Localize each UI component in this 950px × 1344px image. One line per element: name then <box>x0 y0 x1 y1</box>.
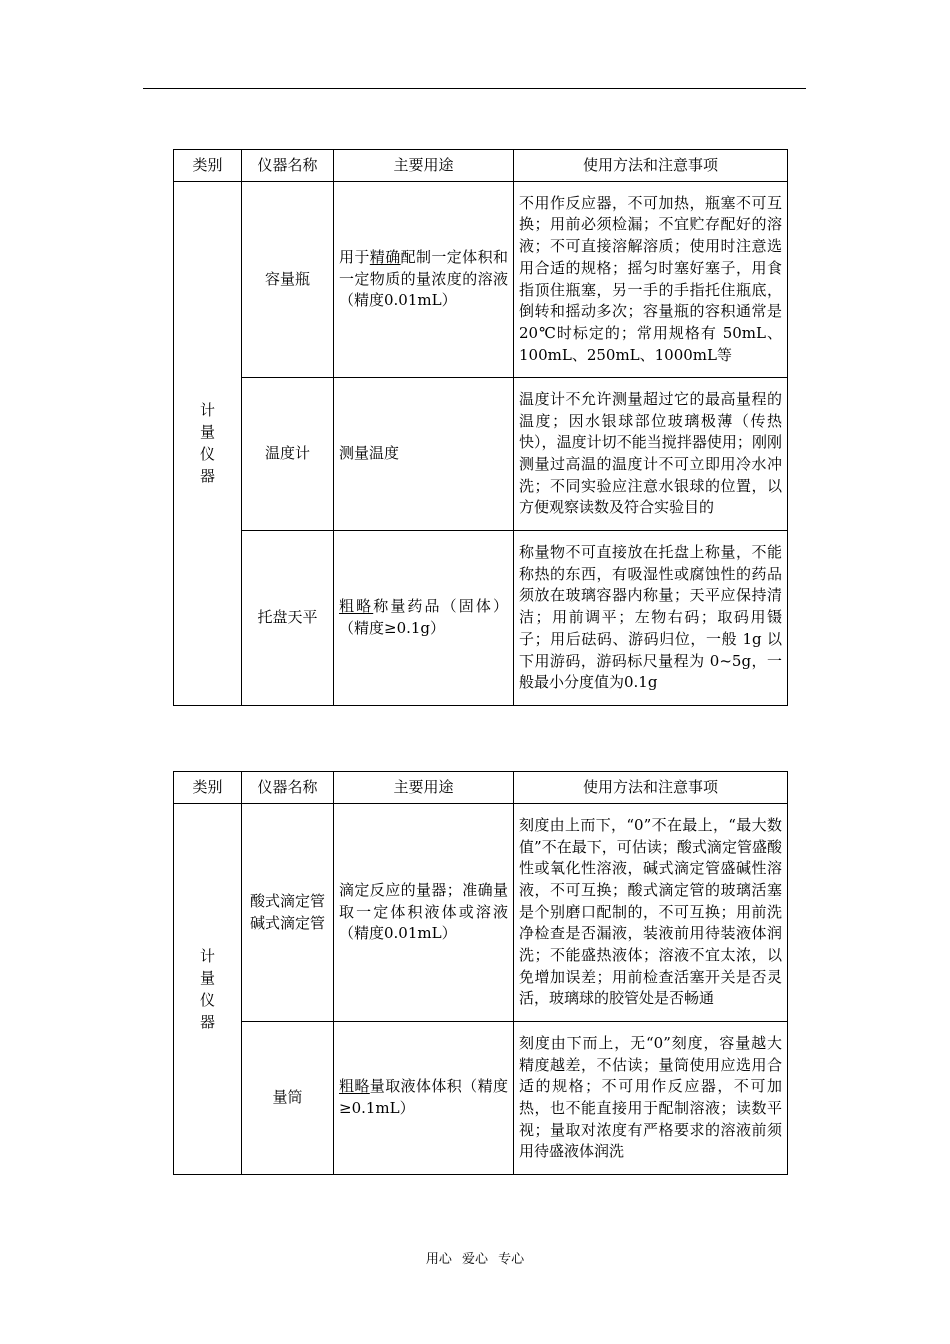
header-rule <box>143 88 806 89</box>
header-name: 仪器名称 <box>242 150 334 182</box>
instrument-use: 测量温度 <box>334 378 514 531</box>
table-row <box>174 531 788 706</box>
instrument-use: 粗略称量药品（固体）（精度≥0.1g） <box>334 531 514 706</box>
instrument-notes: 刻度由下而上，无“0”刻度，容量越大精度越差，不估读；量筒使用应选用合适的规格；不可用作反应器，不可加热，也不能直接用于配制溶液；读数平视；量取对浓度有严格要求的溶液前须用待盛液体润洗 <box>514 1022 788 1175</box>
header-category: 类别 <box>174 150 242 182</box>
instrument-name: 酸式滴定管 碱式滴定管 <box>242 804 334 1022</box>
instrument-name: 温度计 <box>242 378 334 531</box>
page-footer: 用心 爱心 专心 <box>425 1252 525 1267</box>
table-row <box>174 182 788 378</box>
use-emphasis: 粗略 <box>339 1077 370 1096</box>
header-name: 仪器名称 <box>242 772 334 804</box>
category-label: 计量仪器 <box>199 946 215 1031</box>
header-category: 类别 <box>174 772 242 804</box>
instrument-notes: 温度计不允许测量超过它的最高量程的温度；因水银球部位玻璃极薄（传热快），温度计切不能当搅拌器使用；刚刚测量过高温的温度计不可立即用冷水冲洗；不同实验应注意水银球的位置，以方便观察读数及符合实验目的 <box>514 378 788 531</box>
instrument-notes: 刻度由上而下，“0”不在最上，“最大数值”不在最下，可估读；酸式滴定管盛酸性或氧化性溶液，碱式滴定管盛碱性溶液，不可互换；酸式滴定管的玻璃活塞是个别磨口配制的，不可互换；用前洗净检查是否漏液，装液前用待装液体润洗；不能盛热液体；溶液不宜太浓，以免增加误差；用前检查活塞开关是否灵活，玻璃球的胶管处是否畅通 <box>514 804 788 1022</box>
instrument-use: 用于精确配制一定体积和一定物质的量浓度的溶液（精度0.01mL） <box>334 182 514 378</box>
header-notes: 使用方法和注意事项 <box>514 772 788 804</box>
instrument-table-2 <box>173 771 788 1175</box>
instrument-notes: 不用作反应器，不可加热，瓶塞不可互换；用前必须检漏；不宜贮存配好的溶液；不可直接溶解溶质；使用时注意选用合适的规格；摇匀时塞好塞子，用食指顶住瓶塞，另一手的手指托住瓶底，倒转和摇动多次；容量瓶的容积通常是20℃时标定的；常用规格有 50mL、100mL、250mL、1000mL等 <box>514 182 788 378</box>
instrument-name: 托盘天平 <box>242 531 334 706</box>
category-cell <box>174 182 242 706</box>
header-use: 主要用途 <box>334 772 514 804</box>
instrument-use: 滴定反应的量器；准确量取一定体积液体或溶液（精度0.01mL） <box>334 804 514 1022</box>
instrument-name: 量筒 <box>242 1022 334 1175</box>
header-use: 主要用途 <box>334 150 514 182</box>
use-emphasis: 精确 <box>369 247 401 266</box>
use-emphasis: 粗略 <box>339 597 374 616</box>
table-row <box>174 1022 788 1175</box>
instrument-use: 粗略量取液体体积（精度≥0.1mL） <box>334 1022 514 1175</box>
category-label: 计量仪器 <box>199 401 215 486</box>
instrument-name: 容量瓶 <box>242 182 334 378</box>
instrument-notes: 称量物不可直接放在托盘上称量，不能称热的东西，有吸湿性或腐蚀性的药品须放在玻璃容器内称量；天平应保持清洁；用前调平；左物右码；取码用镊子；用后砝码、游码归位，一般 1g 以下用游码，游码标尺量程为 0~5g，一般最小分度值为0.1g <box>514 531 788 706</box>
category-cell <box>174 804 242 1175</box>
instrument-table-1 <box>173 149 788 706</box>
table-row <box>174 804 788 1022</box>
table-row <box>174 378 788 531</box>
table-header-row <box>174 150 788 182</box>
table-header-row <box>174 772 788 804</box>
header-notes: 使用方法和注意事项 <box>514 150 788 182</box>
